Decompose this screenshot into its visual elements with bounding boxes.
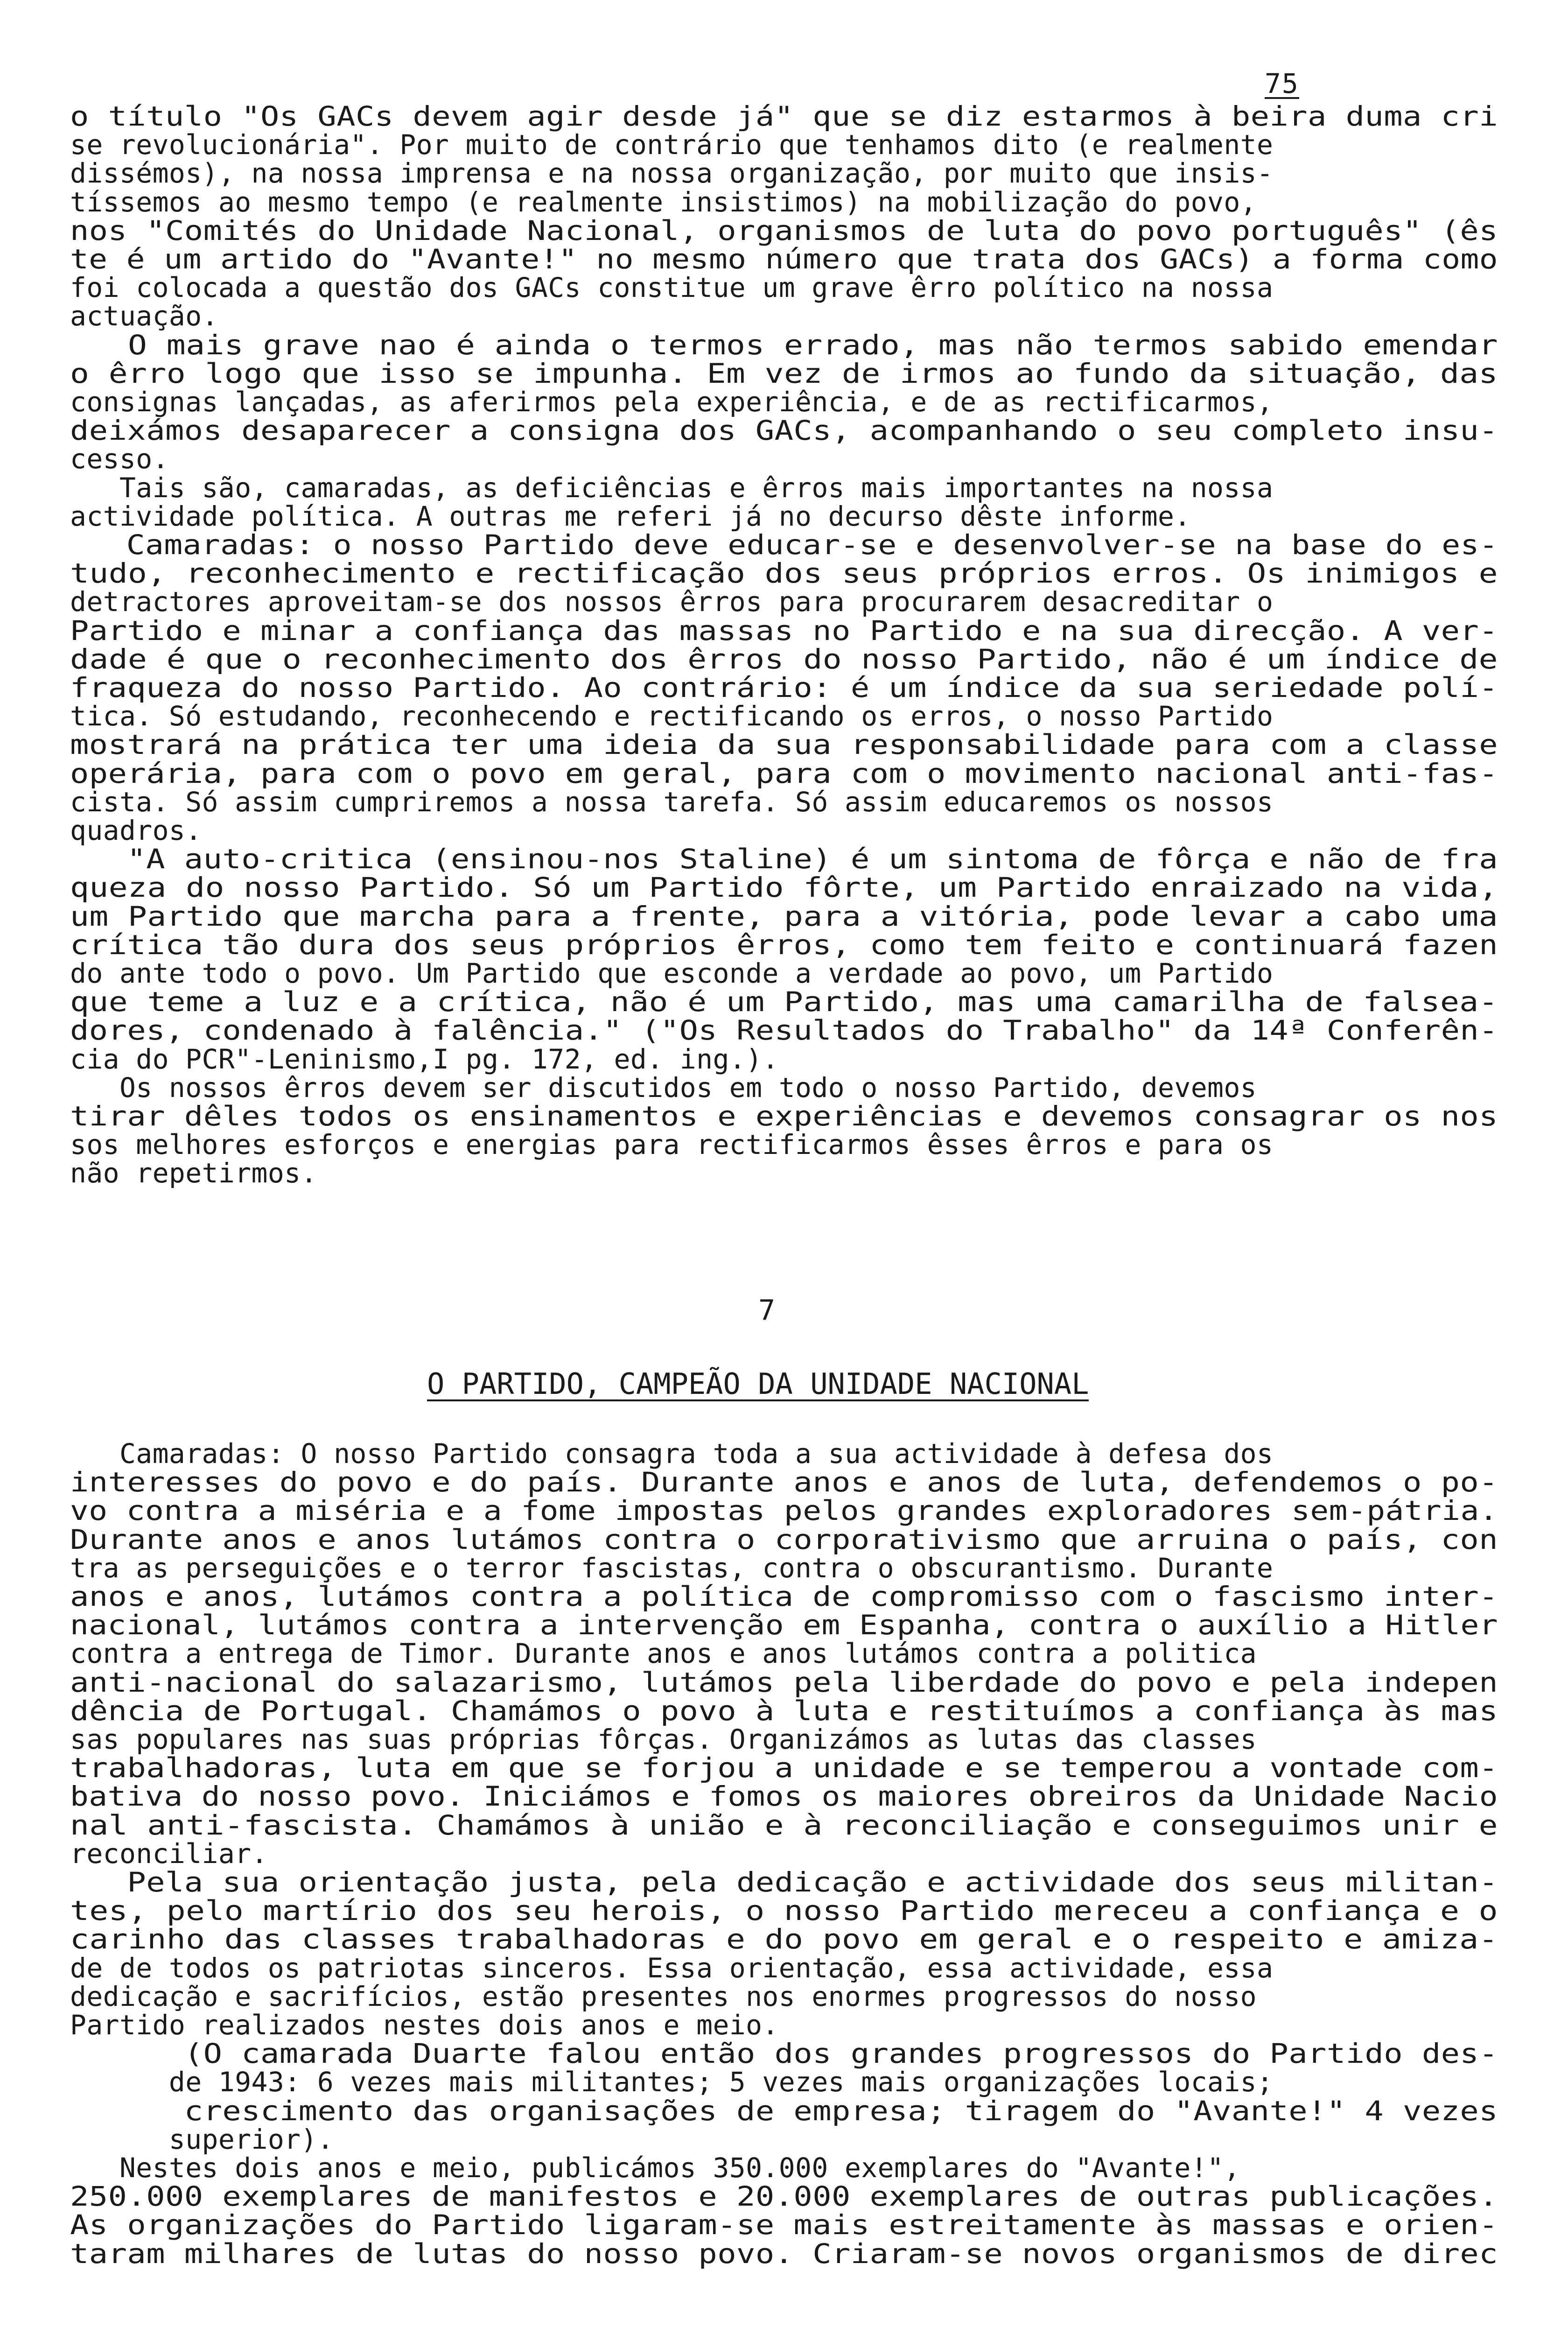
part2-line: reconciliar. — [70, 1837, 268, 1870]
part1-line: Camaradas: o nosso Partido deve educar-se e desenvolver-se na base do es- — [70, 529, 1498, 561]
part1-line: deixámos desaparecer a consigna dos GACs, acompanhando o seu completo insu- — [70, 415, 1498, 447]
part1-line: não repetirmos. — [70, 1157, 317, 1189]
part1-line: sos melhores esforços e energias para rectificarmos êsses êrros e para os — [70, 1129, 1274, 1161]
part2-line: Pela sua orientação justa, pela dedicação e actividade dos seus militan- — [70, 1866, 1498, 1898]
part1-line: um Partido que marcha para a frente, para a vitória, pode levar a cabo uma — [70, 900, 1498, 932]
part1-line: consignas lançadas, as aferirmos pela experiência, e de as rectificarmos, — [70, 386, 1274, 418]
part1-line: O mais grave nao é ainda o termos errado, mas não termos sabido emendar — [70, 329, 1498, 361]
part1-line: queza do nosso Partido. Só um Partido fôrte, um Partido enraizado na vida, — [70, 872, 1498, 904]
part1-line: fraqueza do nosso Partido. Ao contrário: é um índice da sua seriedade polí- — [70, 672, 1498, 703]
part1-line: do ante todo o povo. Um Partido que esconde a verdade ao povo, um Partido — [70, 957, 1274, 989]
part1-line: actuação. — [70, 300, 218, 332]
part2-line: dedicação e sacrifícios, estão presentes nos enormes progressos do nosso — [70, 1980, 1257, 2012]
part1-line: dissémos), na nossa imprensa e na nossa organização, por muito que insis- — [70, 157, 1274, 190]
part2-line: dência de Portugal. Chamámos o povo à luta e restituímos a confiança às mas — [70, 1694, 1498, 1727]
part2-line: vo contra a miséria e a fome impostas pelos grandes exploradores sem-pátria. — [70, 1495, 1498, 1527]
section-mark: 7 — [758, 1294, 776, 1327]
part1-line: crítica tão dura dos seus próprios êrros, como tem feito e continuará fazen — [70, 928, 1498, 961]
part2-line: Durante anos e anos lutámos contra o corporativismo que arruina o país, con — [70, 1523, 1498, 1555]
part2-line: nal anti-fascista. Chamámos à união e à reconciliação e conseguimos unir e — [70, 1809, 1498, 1841]
part1-line: mostrará na prática ter uma ideia da sua responsabilidade para com a classe — [70, 729, 1498, 761]
part1-line: detractores aproveitam-se dos nossos êrros para procurarem desacreditar o — [70, 586, 1274, 618]
part1-line: te é um artido do "Avante!" no mesmo número que trata dos GACs) a forma como — [70, 243, 1498, 275]
part1-line: dores, condenado à falência." ("Os Resultados do Trabalho" da 14ª Conferên- — [70, 1014, 1498, 1047]
part2-line: tes, pelo martírio dos seu herois, o nosso Partido mereceu a confiança e o — [70, 1895, 1498, 1927]
part2-line: taram milhares de lutas do nosso povo. Criaram-se novos organismos de direc — [70, 2237, 1498, 2270]
part2-line: de 1943: 6 vezes mais militantes; 5 vezes mais organizações locais; — [70, 2066, 1274, 2098]
part1-line: Partido e minar a confiança das massas no Partido e na sua direcção. A ver- — [70, 614, 1498, 647]
part2-line: As organizações do Partido ligaram-se mais estreitamente às massas e orien- — [70, 2209, 1498, 2241]
part2-line: anos e anos, lutámos contra a política de compromisso com o fascismo inter- — [70, 1581, 1498, 1612]
part2-line: superior). — [70, 2123, 334, 2155]
part1-line: quadros. — [70, 815, 202, 846]
part2-line: 250.000 exemplares de manifestos e 20.000 exemplares de outras publicações. — [70, 2180, 1498, 2213]
part2-line: trabalhadoras, luta em que se forjou a unidade e se temperou a vontade com- — [70, 1752, 1498, 1784]
section-title: O PARTIDO, CAMPEÃO DA UNIDADE NACIONAL — [427, 1367, 1089, 1401]
part1-line: nos "Comités do Unidade Nacional, organismos de luta do povo português" (ês — [70, 214, 1498, 246]
part2-line: anti-nacional do salazarismo, lutámos pela liberdade do povo e pela indepen — [70, 1666, 1498, 1698]
part2-line: carinho das classes trabalhadoras e do povo em geral e o respeito e amiza- — [70, 1923, 1498, 1955]
part1-line: cista. Só assim cumpriremos a nossa tarefa. Só assim educaremos os nossos — [70, 786, 1274, 818]
part1-line: tirar dêles todos os ensinamentos e experiências e devemos consagrar os nos — [70, 1100, 1498, 1132]
part2-line: (O camarada Duarte falou então dos grandes progressos do Partido des- — [70, 2038, 1498, 2070]
part2-line: nacional, lutámos contra a intervenção em Espanha, contra o auxílio a Hitler — [70, 1609, 1498, 1641]
part1-line: actividade política. A outras me referi já no decurso dêste informe. — [70, 500, 1191, 532]
part2-line: interesses do povo e do país. Durante anos e anos de luta, defendemos o po- — [70, 1466, 1498, 1498]
part2-line: Partido realizados nestes dois anos e meio. — [70, 2009, 779, 2041]
part1-line: que teme a luz e a crítica, não é um Partido, mas uma camarilha de falsea- — [70, 986, 1498, 1018]
part1-line: tica. Só estudando, reconhecendo e rectificando os erros, o nosso Partido — [70, 700, 1274, 732]
part2-line: tra as perseguições e o terror fascistas, contra o obscurantismo. Durante — [70, 1552, 1274, 1584]
part2-line: Camaradas: O nosso Partido consagra toda a sua actividade à defesa dos — [70, 1438, 1274, 1469]
part2-line: sas populares nas suas próprias fôrças. Organizámos as lutas das classes — [70, 1723, 1257, 1755]
part1-line: Os nossos êrros devem ser discutidos em todo o nosso Partido, devemos — [70, 1071, 1257, 1104]
part1-line: o título "Os GACs devem agir desde já" que se diz estarmos à beira duma cri — [70, 100, 1498, 132]
part1-line: cia do PCR"-Leninismo,I pg. 172, ed. ing.). — [70, 1043, 779, 1075]
part1-line: foi colocada a questão dos GACs constitue um grave êrro político na nossa — [70, 272, 1274, 304]
page-number: 75 — [1265, 68, 1299, 99]
part2-line: bativa do nosso povo. Iniciámos e fomos os maiores obreiros da Unidade Nacio — [70, 1780, 1498, 1813]
part2-line: crescimento das organisações de empresa; tiragem do "Avante!" 4 vezes — [70, 2095, 1498, 2127]
part1-line: se revolucionária". Por muito de contrário que tenhamos dito (e realmente — [70, 129, 1274, 161]
part1-line: cesso. — [70, 443, 169, 475]
part2-line: contra a entrega de Timor. Durante anos e anos lutámos contra a politica — [70, 1638, 1257, 1670]
part1-line: operária, para com o povo em geral, para com o movimento nacional anti-fas- — [70, 757, 1498, 789]
part1-line: o êrro logo que isso se impunha. Em vez de irmos ao fundo da situação, das — [70, 357, 1498, 389]
part1-line: tudo, reconhecimento e rectificação dos seus próprios erros. Os inimigos e — [70, 557, 1498, 590]
part2-line: de de todos os patriotas sinceros. Essa orientação, essa actividade, essa — [70, 1952, 1274, 1984]
part2-line: Nestes dois anos e meio, publicámos 350.000 exemplares do "Avante!", — [70, 2152, 1240, 2184]
part1-line: tíssemos ao mesmo tempo (e realmente insistimos) na mobilização do povo, — [70, 186, 1257, 218]
part1-line: Tais são, camaradas, as deficiências e êrros mais importantes na nossa — [70, 471, 1274, 504]
part1-line: "A auto-critica (ensinou-nos Staline) é um sintoma de fôrça e não de fra — [70, 843, 1498, 875]
part1-line: dade é que o reconhecimento dos êrros do nosso Partido, não é um índice de — [70, 643, 1498, 675]
